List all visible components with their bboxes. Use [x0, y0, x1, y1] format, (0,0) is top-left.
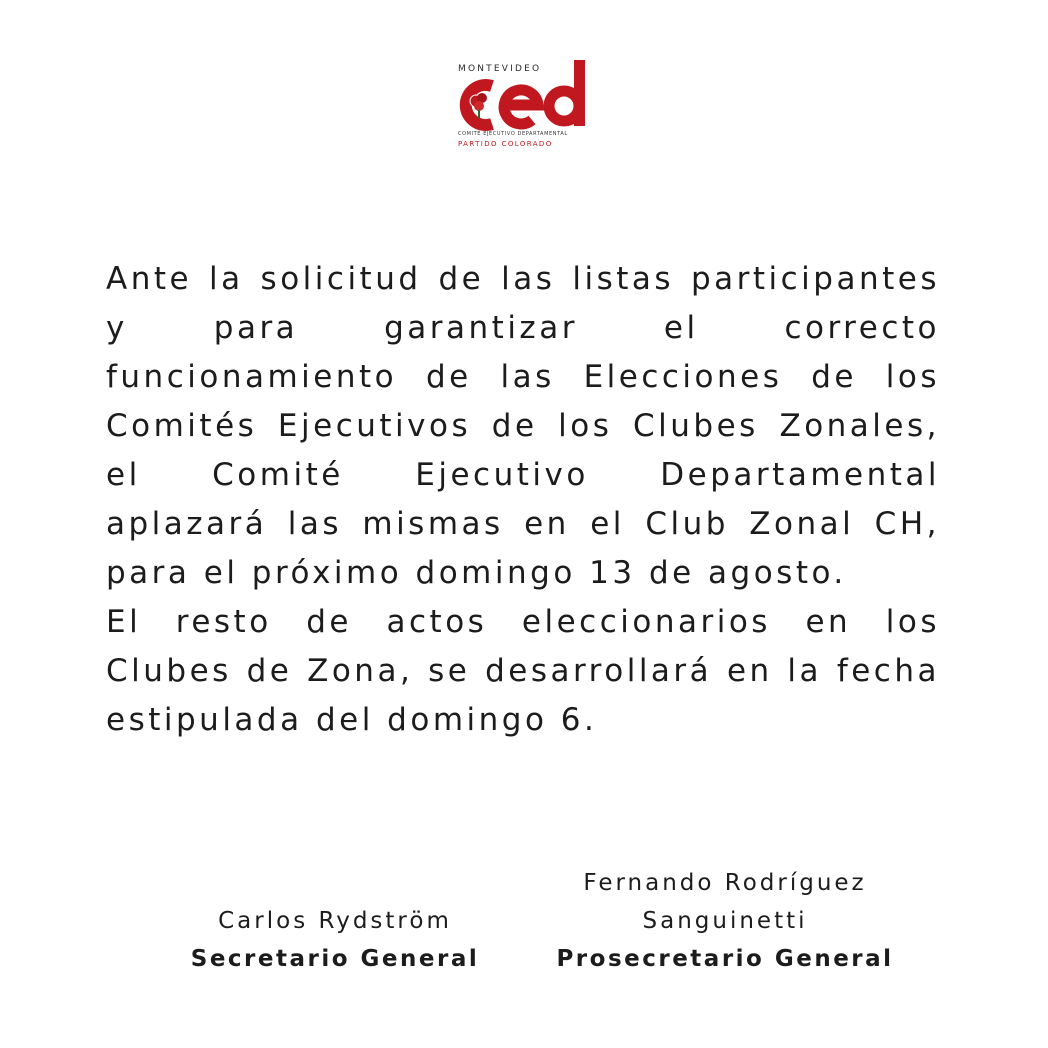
signatory-role: Prosecretario General	[556, 946, 894, 972]
signature-right	[520, 864, 930, 978]
logo-subtitle-2: PARTIDO COLORADO	[458, 140, 553, 148]
ced-logo	[452, 58, 592, 153]
signatory-role: Secretario General	[190, 946, 480, 972]
logo-city-text: MONTEVIDEO	[458, 64, 542, 74]
signatory-name-line-1: Fernando Rodríguez	[583, 870, 867, 896]
announcement-body	[106, 255, 940, 745]
announcement-paragraph-1: Ante la solicitud de las listas participantes y para garantizar el correcto funcionamiento de las Elecciones de los Comités Ejecutivos de los Clubes Zonales, el Comité Ejecutivo Departamental aplazará las mismas en el Club Zonal CH, para el próximo domingo 13 de agosto.	[106, 261, 940, 591]
signature-left	[150, 902, 520, 978]
signatory-name-line-2: Sanguinetti	[642, 908, 808, 934]
logo-subtitle-1: COMITÉ EJECUTIVO DEPARTAMENTAL	[458, 131, 568, 137]
announcement-paragraph-2: El resto de actos eleccionarios en los Clubes de Zona, se desarrollará en la fecha estipulada del domingo 6.	[106, 604, 940, 738]
signatory-name: Carlos Rydström	[218, 908, 452, 934]
